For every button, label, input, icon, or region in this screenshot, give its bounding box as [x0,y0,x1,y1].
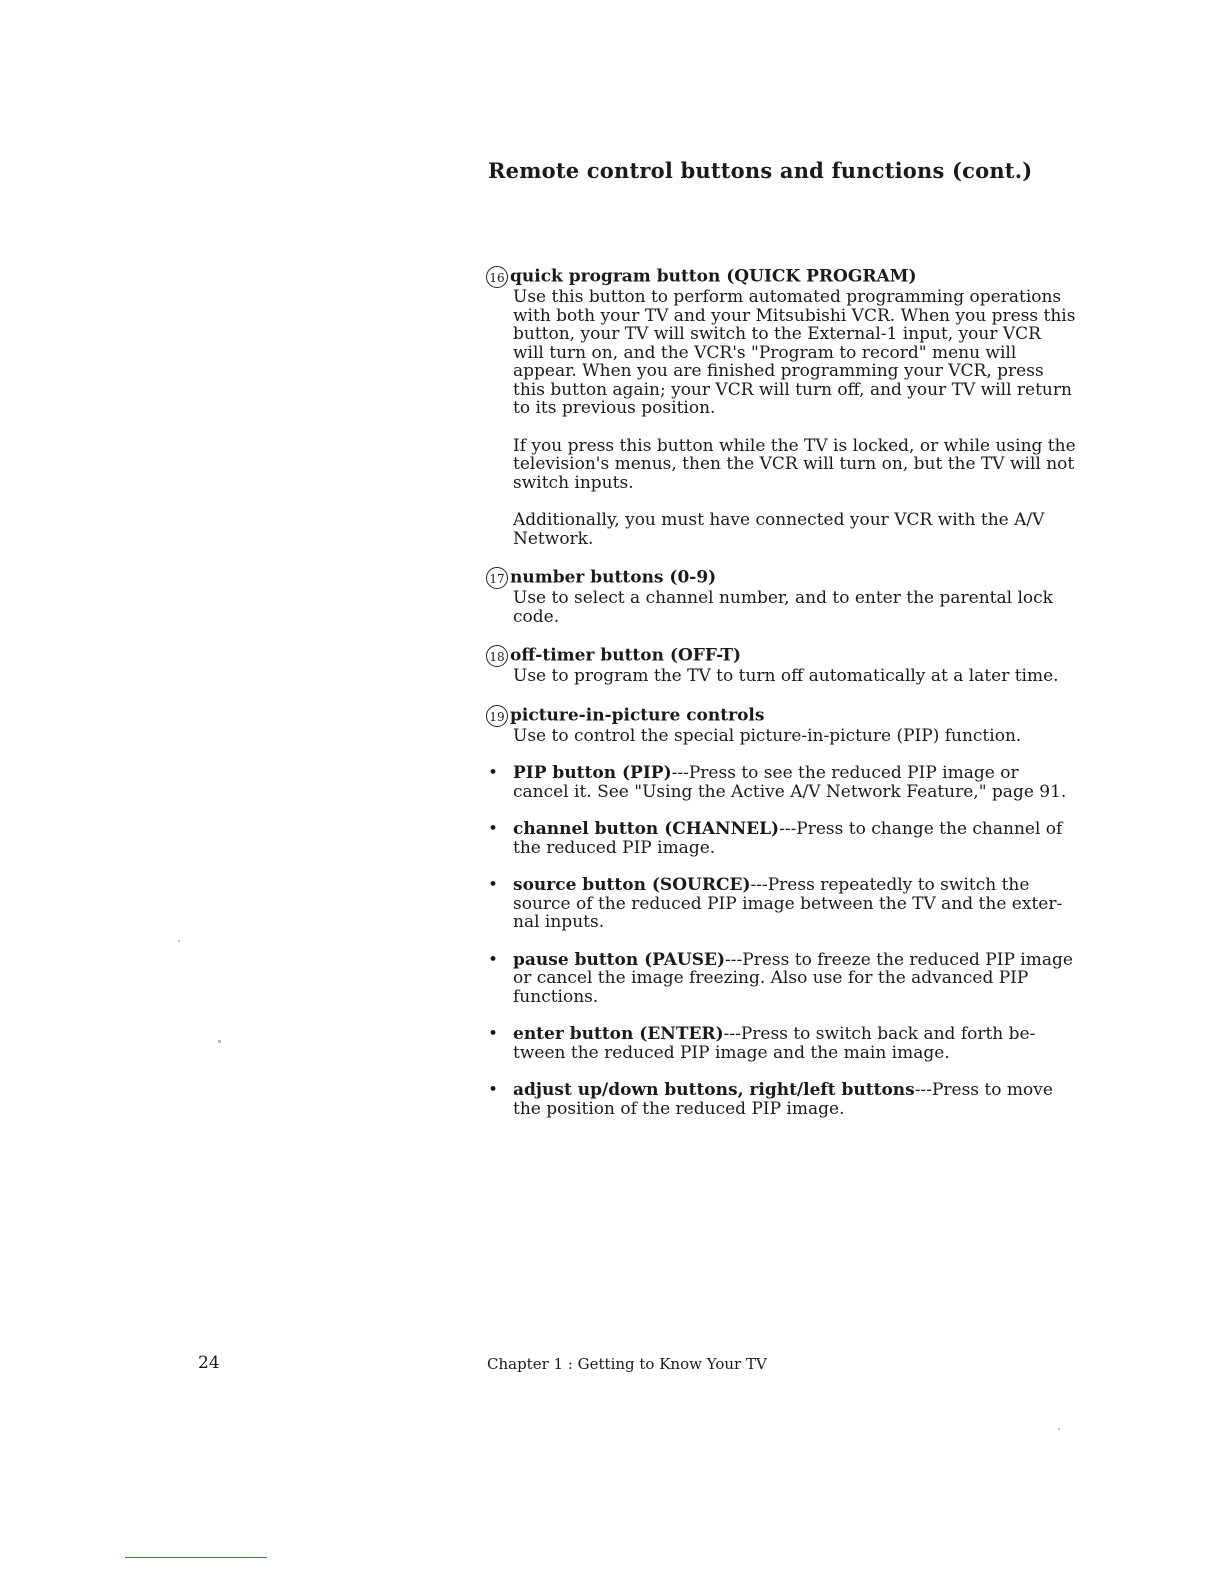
bullet-text: ---Press to freeze the reduced PIP image or cancel the image freezing. Also use for the advanced PIP functions. [513,949,1073,1007]
item-paragraph: Use to select a channel number, and to enter the parental lock code. [513,588,1053,627]
item-heading: off-timer button (OFF-T) [510,645,742,666]
bullet-icon: • [488,1024,499,1044]
scan-speck [218,1040,221,1043]
bullet-text: ---Press to move the position of the reduced PIP image. [513,1080,1053,1119]
bullet-icon: • [488,1080,499,1100]
item-number-18: 18 [486,645,508,667]
bullet-icon: • [488,875,499,895]
bullet-enter-button [486,1025,1076,1062]
bottom-rule [125,1557,267,1558]
item-number-16: 16 [486,266,508,288]
bullet-pip-button [486,764,1076,801]
page-title: Remote control buttons and functions (cont.) [488,158,1033,183]
bullet-source-button [486,876,1076,932]
item-paragraph: Additionally, you must have connected your VCR with the A/V Network. [513,510,1045,549]
item-heading: picture-in-picture controls [510,705,765,725]
bullet-text: ---Press repeatedly to switch the source of the reduced PIP image between the TV and the exter-nal inputs. [513,875,1063,932]
bullet-text: ---Press to switch back and forth be-tween the reduced PIP image and the main image. [513,1024,1036,1063]
bullet-label: enter button (ENTER) [513,1024,724,1044]
bullet-adjust-buttons [486,1081,1076,1118]
bullet-label: adjust up/down buttons, right/left buttons [513,1080,915,1100]
item-number-17: 17 [486,567,508,589]
bullet-icon: • [488,763,499,783]
bullet-pause-button [486,951,1076,1007]
bullet-label: channel button (CHANNEL) [513,819,780,839]
item-number-buttons [486,567,1076,626]
item-paragraph: Use to control the special picture-in-picture (PIP) function. [513,725,1022,746]
item-pip-controls [486,705,1076,746]
item-paragraph: Use to program the TV to turn off automatically at a later time. [513,666,1059,686]
item-number-19: 19 [486,705,508,727]
bullet-icon: • [488,949,499,970]
item-paragraph: If you press this button while the TV is locked, or while using the television's menus, then the VCR will turn on, but the TV will not switch inputs. [513,435,1076,493]
bullet-text: ---Press to see the reduced PIP image or cancel it. See "Using the Active A/V Network Feature," page 91. [513,763,1067,802]
bullet-icon: • [488,819,499,839]
item-off-timer [486,645,1076,686]
scan-speck [1058,1428,1060,1430]
content [486,266,1076,1137]
bullet-text: ---Press to change the channel of the reduced PIP image. [513,819,1063,858]
item-heading: number buttons (0-9) [510,567,717,588]
chapter-footer: Chapter 1 : Getting to Know Your TV [487,1355,767,1373]
bullet-channel-button [486,820,1076,857]
bullet-label: source button (SOURCE) [513,875,751,895]
bullet-label: PIP button (PIP) [513,763,672,783]
page-number: 24 [198,1353,220,1373]
item-paragraph: Use this button to perform automated programming operations with both your TV and your Mitsubishi VCR. When you press this button, your TV will switch to the External-1 input, your VCR will turn on, and the VCR's "Program to record" menu will appear. When you are finished programming your VCR, press this button again; your VCR will turn off, and your TV will return to its previous position. [513,287,1076,418]
item-quick-program [486,266,1076,548]
scan-speck [178,940,180,942]
item-heading: quick program button (QUICK PROGRAM) [510,266,917,287]
bullet-label: pause button (PAUSE) [513,949,726,970]
